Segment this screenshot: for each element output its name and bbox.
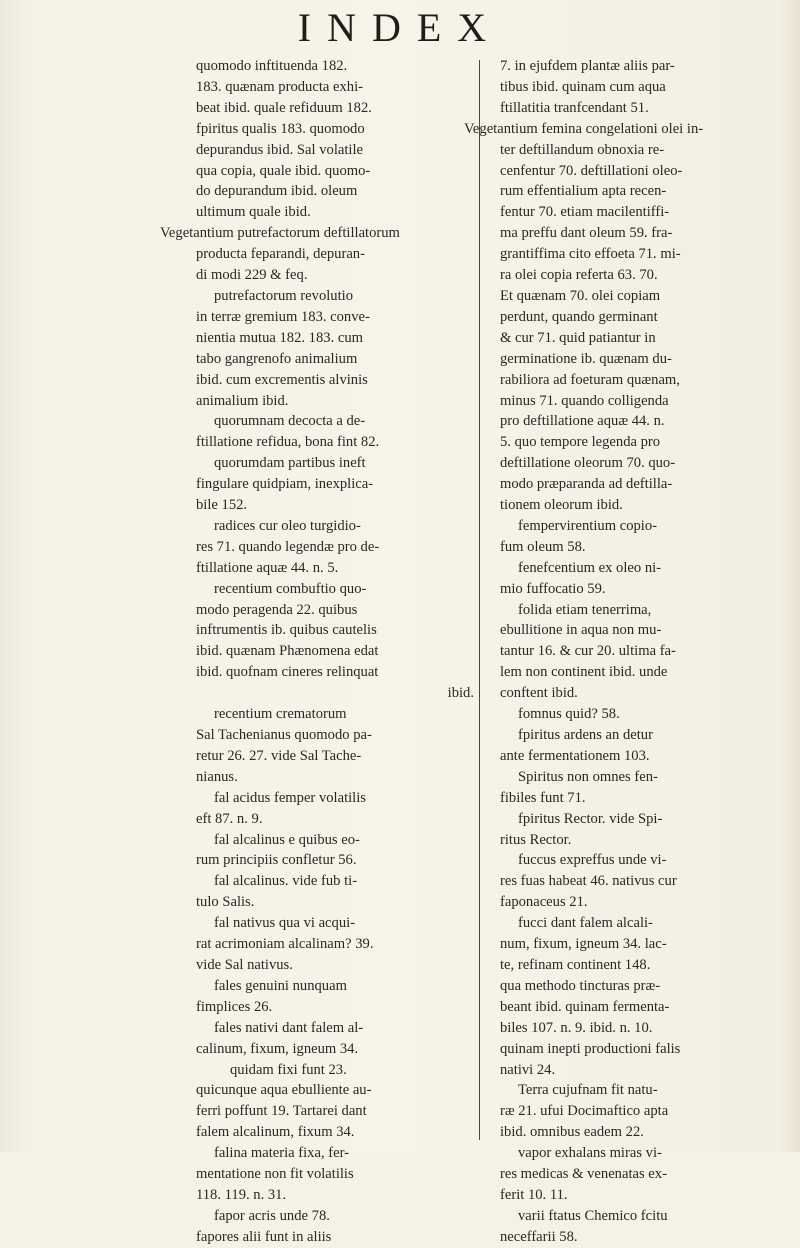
index-line: fum oleum 58.	[500, 538, 586, 555]
index-line: fingulare quidpiam, inexplica-	[196, 476, 374, 493]
index-line: nativi 24.	[500, 1061, 556, 1078]
index-line: pro deftillatione aquæ 44. n.	[500, 413, 665, 430]
index-line: vide Sal nativus.	[196, 956, 293, 973]
index-line: qua methodo tincturas præ-	[500, 977, 661, 994]
index-heading: INDEX	[297, 5, 503, 50]
column-divider	[479, 60, 480, 1140]
index-line: fal acidus femper volatilis	[214, 789, 366, 806]
index-line: minus 71. quando colligenda	[500, 392, 669, 409]
index-line: Terra cujufnam fit natu-	[518, 1082, 658, 1099]
index-line: bile 152.	[196, 497, 248, 514]
index-line: ultimum quale ibid.	[196, 204, 311, 221]
index-line: beat ibid. quale refiduum 182.	[196, 99, 372, 116]
index-line: calinum, fixum, igneum 34.	[196, 1040, 359, 1057]
index-line: ibid. cum excrementis alvinis	[196, 371, 368, 388]
index-line: lem non continent ibid. unde	[500, 664, 668, 681]
index-line: perdunt, quando germinant	[500, 308, 658, 325]
index-line: di modi 229 & feq.	[196, 267, 308, 284]
index-line: ter deftillandum obnoxia re-	[500, 141, 665, 158]
index-line: fempervirentium copio-	[518, 517, 657, 534]
index-line: Et quænam 70. olei copiam	[500, 287, 661, 304]
index-line: ftillatione refidua, bona fint 82.	[196, 434, 380, 451]
index-line: res 71. quando legendæ pro de-	[196, 538, 380, 555]
index-line: ræ 21. ufui Docimaftico apta	[500, 1103, 669, 1120]
index-line: ftillatitia tranfcendant 51.	[500, 99, 649, 116]
index-line: fibiles funt 71.	[500, 789, 586, 806]
index-line: fal nativus qua vi acqui-	[214, 915, 356, 932]
index-line: quomodo inftituenda 182.	[196, 58, 348, 74]
index-line: conftent ibid.	[500, 685, 578, 702]
index-line: ebullitione in aqua non mu-	[500, 622, 662, 639]
index-line: faponaceus 21.	[500, 894, 588, 911]
index-line: grantiffima cito effoeta 71. mi-	[500, 246, 681, 263]
index-line: ibid. quofnam cineres relinquat	[196, 664, 379, 681]
index-line: recentium crematorum	[214, 706, 347, 723]
index-line: Spiritus non omnes fen-	[518, 768, 658, 785]
index-line: falina materia fixa, fer-	[214, 1145, 350, 1162]
index-line: modo peragenda 22. quibus	[196, 601, 358, 618]
index-line: biles 107. n. 9. ibid. n. 10.	[500, 1019, 653, 1036]
index-line: fapor acris unde 78.	[214, 1207, 330, 1224]
index-line: fales genuini nunquam	[214, 977, 347, 994]
index-line: fimplices 26.	[196, 998, 273, 1015]
index-line: germinatione ib. quænam du-	[500, 350, 672, 367]
index-line: in terræ gremium 183. conve-	[196, 308, 370, 325]
index-line: 7. in ejufdem plantæ aliis par-	[500, 58, 675, 74]
index-line: vapor exhalans miras vi-	[518, 1145, 662, 1162]
index-line: depurandus ibid. Sal volatile	[196, 141, 363, 158]
index-line: ibid.	[447, 685, 474, 702]
index-line: quorumnam decocta a de-	[214, 413, 366, 430]
index-line: rat acrimoniam alcalinam? 39.	[196, 936, 374, 953]
index-line: putrefactorum revolutio	[214, 287, 353, 304]
index-line: do depurandum ibid. oleum	[196, 183, 358, 200]
index-line: deftillatione oleorum 70. quo-	[500, 455, 676, 472]
index-line: nianus.	[196, 768, 238, 785]
index-line: 5. quo tempore legenda pro	[500, 434, 661, 451]
index-line: mentatione non fit volatilis	[196, 1166, 354, 1183]
index-line: num, fixum, igneum 34. lac-	[500, 936, 667, 953]
index-line: res medicas & venenatas ex-	[500, 1166, 667, 1183]
index-line: falem alcalinum, fixum 34.	[196, 1124, 355, 1141]
index-line: fal alcalinus. vide fub ti-	[214, 873, 358, 890]
index-line: ibid. omnibus eadem 22.	[500, 1124, 644, 1141]
index-line: quicunque aqua ebulliente au-	[196, 1082, 372, 1099]
index-line: nientia mutua 182. 183. cum	[196, 329, 363, 346]
index-line: radices cur oleo turgidio-	[214, 517, 361, 534]
index-line: fpiritus Rector. vide Spi-	[518, 810, 663, 827]
index-line: tulo Salis.	[196, 894, 255, 911]
index-line: 183. quænam producta exhi-	[196, 78, 363, 95]
index-line: tionem oleorum ibid.	[500, 497, 623, 514]
index-line: mio fuffocatio 59.	[500, 580, 606, 597]
index-line: rum effentialium apta recen-	[500, 183, 667, 200]
index-line: Vegetantium femina congelationi olei in-	[464, 120, 704, 137]
index-line: fentur 70. etiam macilentiffi-	[500, 204, 670, 221]
index-line: tabo gangrenofo animalium	[196, 350, 358, 367]
index-line: rabiliora ad foeturam quænam,	[500, 371, 680, 388]
left-column	[160, 56, 474, 1248]
index-line: ferit 10. 11.	[500, 1186, 568, 1203]
index-line: varii ftatus Chemico fcitu	[518, 1207, 668, 1224]
index-line: fucci dant falem alcali-	[518, 915, 653, 932]
index-line: ibid. quænam Phænomena edat	[196, 643, 379, 660]
index-line: fpiritus qualis 183. quomodo	[196, 120, 365, 137]
index-line: te, refinam continent 148.	[500, 956, 651, 973]
index-line: inftrumentis ib. quibus cautelis	[196, 622, 377, 639]
index-line: & cur 71. quid patiantur in	[500, 329, 656, 346]
index-line: tantur 16. & cur 20. ultima fa-	[500, 643, 676, 660]
right-column	[464, 56, 782, 1248]
index-line: tibus ibid. quinam cum aqua	[500, 78, 666, 95]
index-line: fapores alii funt in aliis	[196, 1228, 332, 1245]
index-line: qua copia, quale ibid. quomo-	[196, 162, 371, 179]
index-line: folida etiam tenerrima,	[518, 601, 652, 618]
index-line: Vegetantium putrefactorum deftillatorum	[160, 225, 400, 242]
index-line: animalium ibid.	[196, 392, 289, 409]
index-line: eft 87. n. 9.	[196, 810, 263, 827]
index-line: 118. 119. n. 31.	[196, 1186, 287, 1203]
index-line: rum principiis confletur 56.	[196, 852, 357, 869]
index-line: recentium combuftio quo-	[214, 580, 367, 597]
index-line: ritus Rector.	[500, 831, 572, 848]
index-line: ante fermentationem 103.	[500, 747, 650, 764]
index-line: modo præparanda ad deftilla-	[500, 476, 673, 493]
index-line: cenfentur 70. deftillationi oleo-	[500, 162, 683, 179]
index-line: fales nativi dant falem al-	[214, 1019, 364, 1036]
index-line: ra olei copia referta 63. 70.	[500, 267, 658, 284]
index-line: ferri poffunt 19. Tartarei dant	[196, 1103, 367, 1120]
index-line: quorumdam partibus ineft	[214, 455, 366, 472]
index-line: quidam fixi funt 23.	[230, 1061, 347, 1078]
index-line: neceffarii 58.	[500, 1228, 578, 1245]
index-line: retur 26. 27. vide Sal Tache-	[196, 747, 362, 764]
index-line: fuccus expreffus unde vi-	[518, 852, 667, 869]
index-line: beant ibid. quinam fermenta-	[500, 998, 670, 1015]
index-line: Sal Tachenianus quomodo pa-	[196, 727, 372, 743]
index-line: fpiritus ardens an detur	[518, 727, 653, 743]
index-line: ftillatione aquæ 44. n. 5.	[196, 559, 339, 576]
index-line: fal alcalinus e quibus eo-	[214, 831, 360, 848]
index-line: fenefcentium ex oleo ni-	[518, 559, 662, 576]
index-line: res fuas habeat 46. nativus cur	[500, 873, 677, 890]
index-line: quinam inepti productioni falis	[500, 1040, 681, 1057]
index-line: ma preffu dant oleum 59. fra-	[500, 225, 673, 242]
index-line: producta feparandi, depuran-	[196, 246, 365, 263]
index-line: fomnus quid? 58.	[518, 706, 620, 723]
